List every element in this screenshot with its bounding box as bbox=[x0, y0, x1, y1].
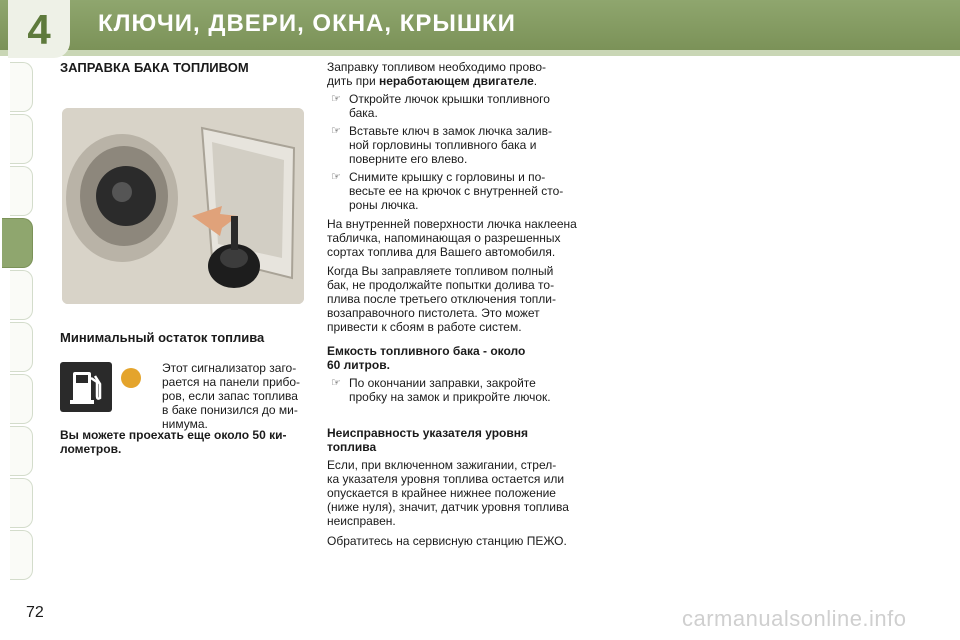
fuel-filler-photo bbox=[62, 108, 304, 304]
right-column bbox=[327, 60, 607, 548]
step-line: пробку на замок и прикройте лючок. bbox=[349, 390, 551, 404]
side-tab-active[interactable] bbox=[2, 218, 33, 268]
step-line: Снимите крышку с горловины и по- bbox=[349, 170, 546, 184]
watermark: carmanualsonline.info bbox=[682, 606, 907, 631]
pointing-hand-icon: ☞ bbox=[331, 93, 341, 105]
para-line: (ниже нуля), значит, датчик уровня топлива bbox=[327, 500, 569, 514]
label-paragraph bbox=[327, 217, 607, 259]
step-2 bbox=[327, 124, 607, 166]
step-line: Вставьте ключ в замок лючка залив- bbox=[349, 124, 552, 138]
heading-line: 60 литров. bbox=[327, 358, 390, 372]
warning-line: в баке понизился до ми- bbox=[162, 403, 298, 417]
fault-paragraph bbox=[327, 458, 607, 528]
para-line: привести к сбоям в работе систем. bbox=[327, 320, 522, 334]
intro-bold: неработающем двигателе bbox=[379, 74, 534, 88]
para-line: опускается в крайнее нижнее положение bbox=[327, 486, 556, 500]
chapter-title: КЛЮЧИ, ДВЕРИ, ОКНА, КРЫШКИ bbox=[98, 10, 516, 37]
para-line: Если, при включенном зажигании, стрел- bbox=[327, 458, 557, 472]
warning-line: рается на панели прибо- bbox=[162, 375, 300, 389]
para-line: неисправен. bbox=[327, 514, 396, 528]
para-line: табличка, напоминающая о разрешенных bbox=[327, 231, 561, 245]
step-line: По окончании заправки, закройте bbox=[349, 376, 536, 390]
heading-line: Емкость топливного бака - около bbox=[327, 344, 526, 358]
heading-line: Неисправность указателя уровня bbox=[327, 426, 528, 440]
pointing-hand-icon: ☞ bbox=[331, 125, 341, 137]
intro-line-2 bbox=[327, 74, 607, 88]
para-line: плива после третьего отключения топли- bbox=[327, 292, 556, 306]
range-line: лометров. bbox=[60, 442, 122, 456]
fuel-warning-icon bbox=[60, 362, 112, 412]
pointing-hand-icon: ☞ bbox=[331, 377, 341, 389]
min-fuel-title: Минимальный остаток топлива bbox=[60, 330, 265, 345]
step-line: поверните его влево. bbox=[349, 152, 468, 166]
step-line: весьте ее на крючок с внутренней сто- bbox=[349, 184, 564, 198]
side-tab[interactable] bbox=[10, 478, 33, 528]
para-line: бак, не продолжайте попытки долива то- bbox=[327, 278, 555, 292]
para-line: сортах топлива для Вашего автомобиля. bbox=[327, 245, 556, 259]
step-line: Откройте лючок крышки топливного bbox=[349, 92, 550, 106]
heading-line: топлива bbox=[327, 440, 377, 454]
intro-text: дить при bbox=[327, 74, 379, 88]
side-tab[interactable] bbox=[10, 114, 33, 164]
para-line: ка указателя уровня топлива остается или bbox=[327, 472, 565, 486]
intro-line: Заправку топливом необходимо прово- bbox=[327, 60, 547, 74]
side-tab[interactable] bbox=[10, 426, 33, 476]
side-tab[interactable] bbox=[10, 322, 33, 372]
warning-line: нимума. bbox=[162, 417, 208, 431]
step-line: ной горловины топливного бака и bbox=[349, 138, 537, 152]
page-number: 72 bbox=[26, 604, 44, 621]
range-note bbox=[60, 428, 310, 456]
side-tab[interactable] bbox=[10, 166, 33, 216]
fault-title bbox=[327, 426, 607, 454]
para-line: На внутренней поверхности лючка наклеена bbox=[327, 217, 577, 231]
side-tab[interactable] bbox=[10, 374, 33, 424]
header-stripe bbox=[0, 50, 960, 56]
para-line: Когда Вы заправляете топливом полный bbox=[327, 264, 554, 278]
fuel-filler-illustration bbox=[62, 108, 304, 304]
side-tab[interactable] bbox=[10, 270, 33, 320]
full-tank-paragraph bbox=[327, 264, 607, 334]
step-3 bbox=[327, 170, 607, 212]
side-tab[interactable] bbox=[10, 530, 33, 580]
warning-line: ров, если запас топлива bbox=[162, 389, 298, 403]
step-line: роны лючка. bbox=[349, 198, 419, 212]
para-line: возаправочного пистолета. Это может bbox=[327, 306, 540, 320]
chapter-number: 4 bbox=[27, 6, 51, 53]
page-header bbox=[0, 0, 960, 58]
range-line: Вы можете проехать еще около 50 ки- bbox=[60, 428, 287, 442]
chapter-side-tabs bbox=[0, 62, 34, 582]
step-1 bbox=[327, 92, 607, 120]
side-tab[interactable] bbox=[10, 62, 33, 112]
capacity-step bbox=[327, 376, 607, 404]
service-paragraph: Обратитесь на сервисную станцию ПЕЖО. bbox=[327, 534, 567, 548]
intro-suffix: . bbox=[533, 74, 538, 88]
capacity-title bbox=[327, 344, 607, 372]
amber-indicator-icon bbox=[121, 368, 141, 388]
warning-text bbox=[162, 361, 310, 431]
step-line: бака. bbox=[349, 106, 378, 120]
pointing-hand-icon: ☞ bbox=[331, 171, 341, 183]
warning-line: Этот сигнализатор заго- bbox=[162, 361, 297, 375]
section-title: ЗАПРАВКА БАКА ТОПЛИВОМ bbox=[60, 60, 249, 75]
